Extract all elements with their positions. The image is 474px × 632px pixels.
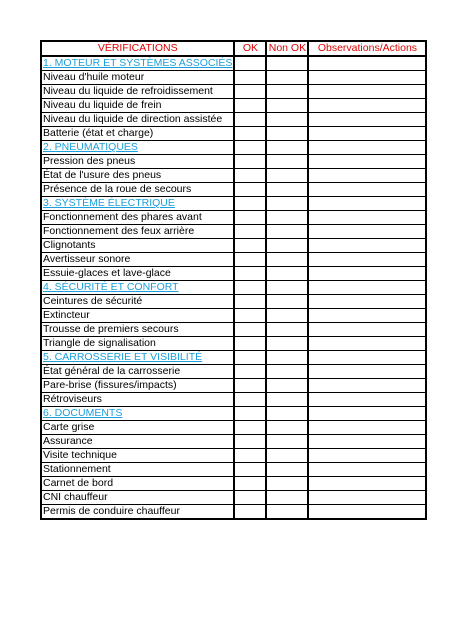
check-item-label: Avertisseur sonore	[41, 253, 234, 267]
checklist-row	[41, 449, 426, 463]
observations-cell[interactable]	[308, 113, 426, 127]
non-ok-cell[interactable]	[266, 141, 308, 155]
observations-cell[interactable]	[308, 155, 426, 169]
checklist-row	[41, 155, 426, 169]
non-ok-cell[interactable]	[266, 85, 308, 99]
observations-cell[interactable]	[308, 337, 426, 351]
ok-cell[interactable]	[234, 99, 266, 113]
observations-cell[interactable]	[308, 197, 426, 211]
non-ok-cell[interactable]	[266, 127, 308, 141]
non-ok-cell[interactable]	[266, 463, 308, 477]
check-item-label: Ceintures de sécurité	[41, 295, 234, 309]
checklist-row	[41, 491, 426, 505]
observations-cell[interactable]	[308, 351, 426, 365]
observations-cell[interactable]	[308, 435, 426, 449]
ok-cell[interactable]	[234, 323, 266, 337]
observations-cell[interactable]	[308, 421, 426, 435]
non-ok-cell[interactable]	[266, 197, 308, 211]
observations-cell[interactable]	[308, 71, 426, 85]
non-ok-cell[interactable]	[266, 393, 308, 407]
checklist-row	[41, 211, 426, 225]
non-ok-cell[interactable]	[266, 239, 308, 253]
checklist-row	[41, 169, 426, 183]
checklist-row	[41, 505, 426, 520]
checklist-row	[41, 435, 426, 449]
ok-cell[interactable]	[234, 351, 266, 365]
ok-cell[interactable]	[234, 505, 266, 520]
check-item-label: Niveau du liquide de frein	[41, 99, 234, 113]
section-header-row	[41, 351, 426, 365]
header-ok: OK	[234, 41, 266, 56]
check-item-label: Trousse de premiers secours	[41, 323, 234, 337]
ok-cell[interactable]	[234, 267, 266, 281]
ok-cell[interactable]	[234, 85, 266, 99]
observations-cell[interactable]	[308, 491, 426, 505]
section-header-row	[41, 56, 426, 71]
non-ok-cell[interactable]	[266, 449, 308, 463]
check-item-label: État général de la carrosserie	[41, 365, 234, 379]
checklist-row	[41, 99, 426, 113]
ok-cell[interactable]	[234, 197, 266, 211]
checklist-row	[41, 379, 426, 393]
check-item-label: Triangle de signalisation	[41, 337, 234, 351]
non-ok-cell[interactable]	[266, 183, 308, 197]
non-ok-cell[interactable]	[266, 113, 308, 127]
ok-cell[interactable]	[234, 183, 266, 197]
checklist-row	[41, 267, 426, 281]
non-ok-cell[interactable]	[266, 435, 308, 449]
ok-cell[interactable]	[234, 127, 266, 141]
observations-cell[interactable]	[308, 379, 426, 393]
header-verifications: VÉRIFICATIONS	[41, 41, 234, 56]
ok-cell[interactable]	[234, 393, 266, 407]
ok-cell[interactable]	[234, 365, 266, 379]
check-item-label: CNI chauffeur	[41, 491, 234, 505]
check-item-label: Rétroviseurs	[41, 393, 234, 407]
check-item-label: Batterie (état et charge)	[41, 127, 234, 141]
ok-cell[interactable]	[234, 477, 266, 491]
section-title: 3. SYSTÈME ÉLECTRIQUE	[41, 197, 234, 211]
observations-cell[interactable]	[308, 505, 426, 520]
observations-cell[interactable]	[308, 449, 426, 463]
check-item-label: Permis de conduire chauffeur	[41, 505, 234, 520]
non-ok-cell[interactable]	[266, 253, 308, 267]
non-ok-cell[interactable]	[266, 491, 308, 505]
non-ok-cell[interactable]	[266, 407, 308, 421]
observations-cell[interactable]	[308, 253, 426, 267]
observations-cell[interactable]	[308, 281, 426, 295]
ok-cell[interactable]	[234, 141, 266, 155]
check-item-label: Fonctionnement des feux arrière	[41, 225, 234, 239]
non-ok-cell[interactable]	[266, 365, 308, 379]
non-ok-cell[interactable]	[266, 477, 308, 491]
section-header-row	[41, 281, 426, 295]
non-ok-cell[interactable]	[266, 169, 308, 183]
observations-cell[interactable]	[308, 407, 426, 421]
check-item-label: Assurance	[41, 435, 234, 449]
observations-cell[interactable]	[308, 267, 426, 281]
ok-cell[interactable]	[234, 113, 266, 127]
checklist-table	[40, 40, 427, 520]
ok-cell[interactable]	[234, 421, 266, 435]
checklist-row	[41, 393, 426, 407]
non-ok-cell[interactable]	[266, 281, 308, 295]
ok-cell[interactable]	[234, 295, 266, 309]
non-ok-cell[interactable]	[266, 99, 308, 113]
ok-cell[interactable]	[234, 435, 266, 449]
ok-cell[interactable]	[234, 253, 266, 267]
observations-cell[interactable]	[308, 225, 426, 239]
non-ok-cell[interactable]	[266, 505, 308, 520]
checklist-row	[41, 253, 426, 267]
ok-cell[interactable]	[234, 337, 266, 351]
non-ok-cell[interactable]	[266, 379, 308, 393]
ok-cell[interactable]	[234, 155, 266, 169]
observations-cell[interactable]	[308, 127, 426, 141]
non-ok-cell[interactable]	[266, 309, 308, 323]
check-item-label: Carnet de bord	[41, 477, 234, 491]
checklist-row	[41, 183, 426, 197]
ok-cell[interactable]	[234, 71, 266, 85]
check-item-label: Carte grise	[41, 421, 234, 435]
ok-cell[interactable]	[234, 239, 266, 253]
observations-cell[interactable]	[308, 141, 426, 155]
checklist-row	[41, 463, 426, 477]
checklist-row	[41, 127, 426, 141]
check-item-label: Niveau du liquide de direction assistée	[41, 113, 234, 127]
check-item-label: Niveau du liquide de refroidissement	[41, 85, 234, 99]
observations-cell[interactable]	[308, 393, 426, 407]
observations-cell[interactable]	[308, 169, 426, 183]
non-ok-cell[interactable]	[266, 337, 308, 351]
checklist-row	[41, 365, 426, 379]
checklist-row	[41, 295, 426, 309]
check-item-label: Pare-brise (fissures/impacts)	[41, 379, 234, 393]
non-ok-cell[interactable]	[266, 421, 308, 435]
check-item-label: État de l'usure des pneus	[41, 169, 234, 183]
observations-cell[interactable]	[308, 477, 426, 491]
observations-cell[interactable]	[308, 183, 426, 197]
check-item-label: Fonctionnement des phares avant	[41, 211, 234, 225]
check-item-label: Pression des pneus	[41, 155, 234, 169]
non-ok-cell[interactable]	[266, 351, 308, 365]
ok-cell[interactable]	[234, 379, 266, 393]
checklist-row	[41, 225, 426, 239]
ok-cell[interactable]	[234, 309, 266, 323]
check-item-label: Niveau d'huile moteur	[41, 71, 234, 85]
non-ok-cell[interactable]	[266, 155, 308, 169]
ok-cell[interactable]	[234, 56, 266, 71]
ok-cell[interactable]	[234, 281, 266, 295]
observations-cell[interactable]	[308, 211, 426, 225]
ok-cell[interactable]	[234, 407, 266, 421]
section-title: 5. CARROSSERIE ET VISIBILITÉ	[41, 351, 234, 365]
section-title: 2. PNEUMATIQUES	[41, 141, 234, 155]
observations-cell[interactable]	[308, 365, 426, 379]
checklist-row	[41, 477, 426, 491]
non-ok-cell[interactable]	[266, 267, 308, 281]
check-item-label: Extincteur	[41, 309, 234, 323]
ok-cell[interactable]	[234, 491, 266, 505]
check-item-label: Visite technique	[41, 449, 234, 463]
header-non-ok: Non OK	[266, 41, 308, 56]
header-observations: Observations/Actions	[308, 41, 426, 56]
observations-cell[interactable]	[308, 295, 426, 309]
ok-cell[interactable]	[234, 169, 266, 183]
header-row	[41, 41, 426, 56]
ok-cell[interactable]	[234, 225, 266, 239]
observations-cell[interactable]	[308, 239, 426, 253]
ok-cell[interactable]	[234, 211, 266, 225]
section-header-row	[41, 141, 426, 155]
checklist-row	[41, 421, 426, 435]
check-item-label: Clignotants	[41, 239, 234, 253]
section-header-row	[41, 407, 426, 421]
non-ok-cell[interactable]	[266, 211, 308, 225]
check-item-label: Stationnement	[41, 463, 234, 477]
check-item-label: Présence de la roue de secours	[41, 183, 234, 197]
non-ok-cell[interactable]	[266, 295, 308, 309]
section-header-row	[41, 197, 426, 211]
checklist-row	[41, 323, 426, 337]
checklist-row	[41, 337, 426, 351]
ok-cell[interactable]	[234, 449, 266, 463]
non-ok-cell[interactable]	[266, 71, 308, 85]
section-title: 4. SÉCURITÉ ET CONFORT	[41, 281, 234, 295]
observations-cell[interactable]	[308, 463, 426, 477]
checklist-body	[41, 41, 426, 519]
checklist-row	[41, 239, 426, 253]
section-title: 1. MOTEUR ET SYSTÈMES ASSOCIÉS	[43, 57, 233, 69]
section-title: 6. DOCUMENTS	[41, 407, 234, 421]
observations-cell[interactable]	[308, 85, 426, 99]
checklist-row	[41, 113, 426, 127]
checklist-row	[41, 71, 426, 85]
observations-cell[interactable]	[308, 323, 426, 337]
ok-cell[interactable]	[234, 463, 266, 477]
checklist-row	[41, 309, 426, 323]
non-ok-cell[interactable]	[266, 56, 308, 71]
non-ok-cell[interactable]	[266, 225, 308, 239]
non-ok-cell[interactable]	[266, 323, 308, 337]
observations-cell[interactable]	[308, 309, 426, 323]
observations-cell[interactable]	[308, 56, 426, 71]
checklist-row	[41, 85, 426, 99]
check-item-label: Essuie-glaces et lave-glace	[41, 267, 234, 281]
observations-cell[interactable]	[308, 99, 426, 113]
